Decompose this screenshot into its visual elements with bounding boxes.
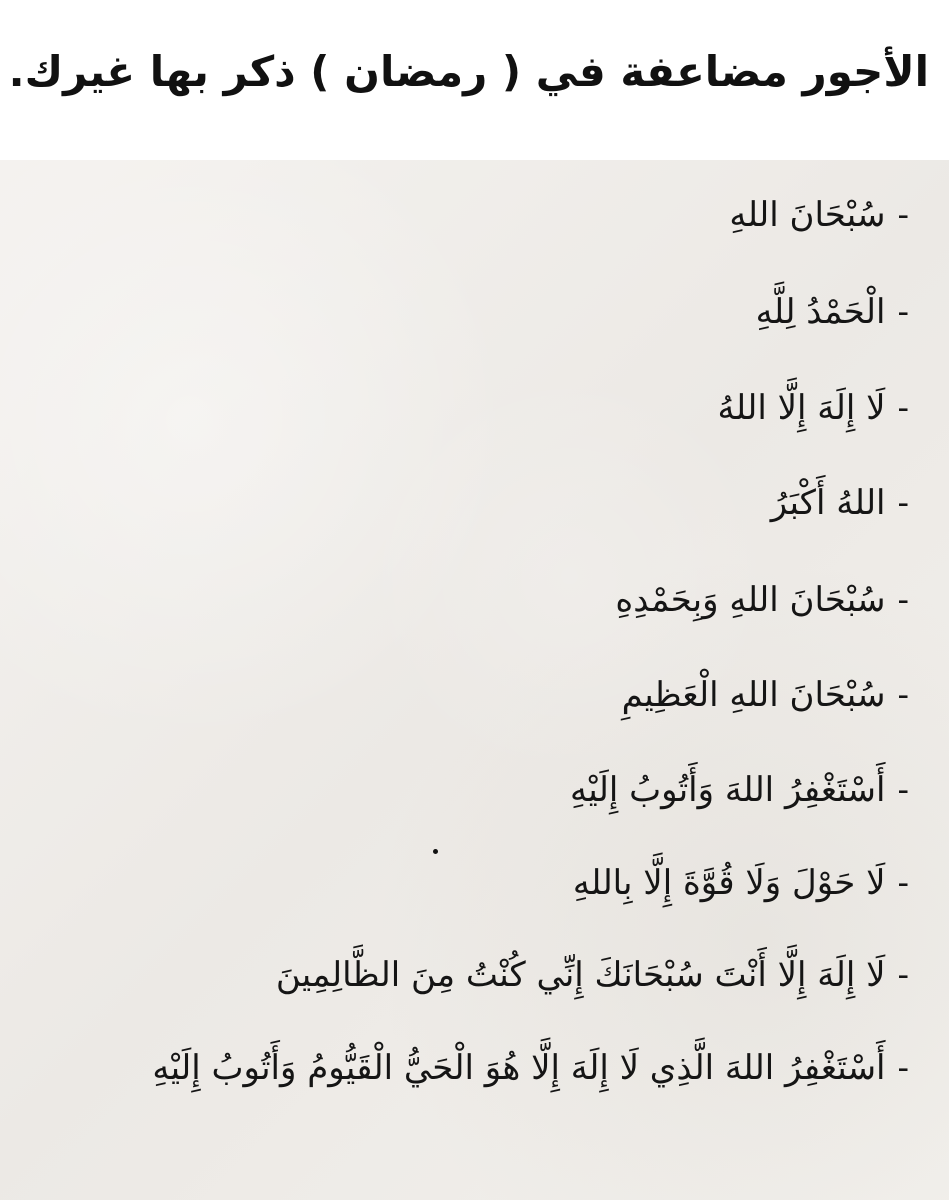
dhikr-text-6: سُبْحَانَ اللهِ الْعَظِيمِ xyxy=(621,675,886,715)
header-bar xyxy=(0,0,949,160)
dhikr-item-6 xyxy=(622,669,909,721)
dhikr-item-10 xyxy=(152,1042,909,1094)
bullet-dash: - xyxy=(897,195,909,235)
dhikr-text-10: أَسْتَغْفِرُ اللهَ الَّذِي لَا إِلَهَ إِلَّا هُوَ الْحَيُّ الْقَيُّومُ وَأَتُوبُ إِلَيْهِ xyxy=(152,1048,886,1088)
bullet-dash: - xyxy=(897,675,909,715)
paper-background xyxy=(0,160,949,1200)
dhikr-text-4: اللهُ أَكْبَرُ xyxy=(770,483,886,523)
bullet-dash: - xyxy=(897,863,909,903)
dhikr-item-7 xyxy=(570,764,909,816)
dhikr-text-1: سُبْحَانَ اللهِ xyxy=(729,195,886,235)
bullet-dash: - xyxy=(897,388,909,428)
dhikr-text-9: لَا إِلَهَ إِلَّا أَنْتَ سُبْحَانَكَ إِنِّي كُنْتُ مِنَ الظَّالِمِينَ xyxy=(275,955,886,995)
dhikr-item-8 xyxy=(573,857,909,909)
bullet-dash: - xyxy=(897,483,909,523)
dhikr-text-7: أَسْتَغْفِرُ اللهَ وَأَتُوبُ إِلَيْهِ xyxy=(570,770,886,810)
bullet-dash: - xyxy=(897,580,909,620)
bullet-dash: - xyxy=(897,770,909,810)
bullet-dash: - xyxy=(897,292,909,332)
dhikr-item-2 xyxy=(756,286,909,338)
dhikr-text-8: لَا حَوْلَ وَلَا قُوَّةَ إِلَّا بِاللهِ xyxy=(572,863,886,903)
dhikr-text-3: لَا إِلَهَ إِلَّا اللهُ xyxy=(717,388,886,428)
bullet-dash: - xyxy=(897,955,909,995)
dhikr-text-5: سُبْحَانَ اللهِ وَبِحَمْدِهِ xyxy=(615,580,886,620)
dhikr-item-4 xyxy=(771,477,909,529)
ink-dot xyxy=(433,849,438,854)
dhikr-text-2: الْحَمْدُ لِلَّهِ xyxy=(755,292,886,332)
dhikr-item-5 xyxy=(615,574,909,626)
page-title: الأجور مضاعفة في ( رمضان ) ذكر بها غيرك. xyxy=(8,47,929,96)
dhikr-item-1 xyxy=(729,189,909,241)
bullet-dash: - xyxy=(897,1048,909,1088)
dhikr-item-3 xyxy=(718,382,909,434)
dhikr-item-9 xyxy=(276,949,909,1001)
